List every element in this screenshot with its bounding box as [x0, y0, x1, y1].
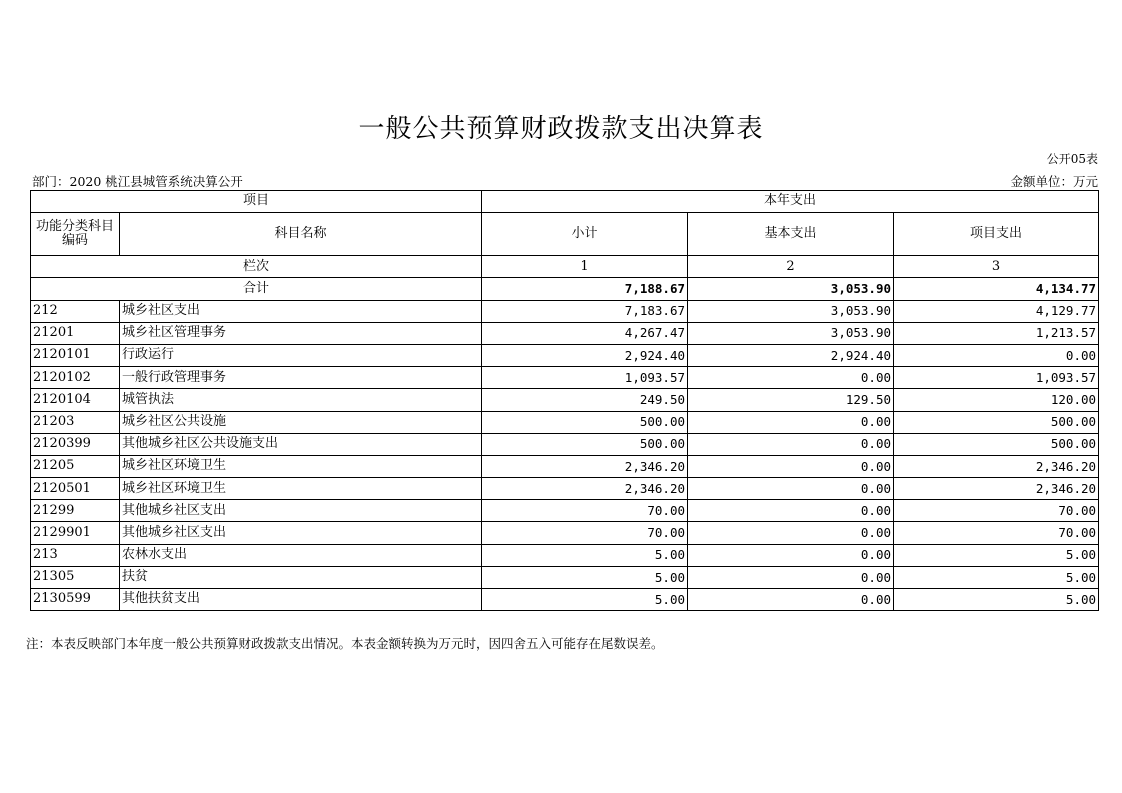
- row-subtotal: 500.00: [482, 411, 688, 433]
- row-subtotal: 2,346.20: [482, 478, 688, 500]
- row-basic: 0.00: [688, 367, 894, 389]
- row-code: 212: [31, 300, 120, 322]
- row-name: 一般行政管理事务: [120, 367, 482, 389]
- total-project: 4,134.77: [894, 278, 1099, 300]
- row-subtotal: 5.00: [482, 544, 688, 566]
- table-row: [31, 589, 1099, 611]
- table-row: [31, 411, 1099, 433]
- table-row: [31, 367, 1099, 389]
- row-name: 其他城乡社区公共设施支出: [120, 433, 482, 455]
- row-subtotal: 70.00: [482, 500, 688, 522]
- row-code: 213: [31, 544, 120, 566]
- column-index-2: 2: [688, 256, 894, 278]
- table-row: [31, 344, 1099, 366]
- row-code: 2130599: [31, 589, 120, 611]
- table-row: [31, 544, 1099, 566]
- row-subtotal: 249.50: [482, 389, 688, 411]
- row-code: 21305: [31, 566, 120, 588]
- row-code: 2120101: [31, 344, 120, 366]
- row-basic: 3,053.90: [688, 300, 894, 322]
- row-project: 500.00: [894, 433, 1099, 455]
- row-name: 其他扶贫支出: [120, 589, 482, 611]
- row-name: 农林水支出: [120, 544, 482, 566]
- table-row: [31, 300, 1099, 322]
- row-name: 城乡社区环境卫生: [120, 455, 482, 477]
- row-subtotal: 7,183.67: [482, 300, 688, 322]
- total-subtotal: 7,188.67: [482, 278, 688, 300]
- row-name: 扶贫: [120, 566, 482, 588]
- row-project: 1,093.57: [894, 367, 1099, 389]
- row-basic: 0.00: [688, 478, 894, 500]
- row-name: 城管执法: [120, 389, 482, 411]
- row-project: 5.00: [894, 589, 1099, 611]
- table-row: [31, 322, 1099, 344]
- column-index-3: 3: [894, 256, 1099, 278]
- column-index-row: [31, 256, 1099, 278]
- row-basic: 0.00: [688, 411, 894, 433]
- row-code: 2120104: [31, 389, 120, 411]
- table-row: [31, 500, 1099, 522]
- header-code: 功能分类科目编码: [31, 213, 120, 256]
- row-subtotal: 500.00: [482, 433, 688, 455]
- row-name: 城乡社区公共设施: [120, 411, 482, 433]
- table-row: [31, 522, 1099, 544]
- header-basic: 基本支出: [688, 213, 894, 256]
- table-row: [31, 566, 1099, 588]
- total-basic: 3,053.90: [688, 278, 894, 300]
- row-basic: 0.00: [688, 455, 894, 477]
- column-index-1: 1: [482, 256, 688, 278]
- row-project: 70.00: [894, 522, 1099, 544]
- unit-label: 金额单位：万元: [1010, 174, 1098, 189]
- row-code: 21205: [31, 455, 120, 477]
- row-basic: 0.00: [688, 544, 894, 566]
- row-basic: 2,924.40: [688, 344, 894, 366]
- header-current-year: 本年支出: [482, 191, 1099, 213]
- row-name: 城乡社区环境卫生: [120, 478, 482, 500]
- form-number: 公开05表: [1046, 152, 1098, 166]
- header-row-2: [31, 213, 1099, 256]
- header-subtotal: 小计: [482, 213, 688, 256]
- row-basic: 0.00: [688, 566, 894, 588]
- footnote: 注：本表反映部门本年度一般公共预算财政拨款支出情况。本表金额转换为万元时，因四舍五入可能存在尾数误差。: [26, 636, 664, 651]
- row-name: 城乡社区支出: [120, 300, 482, 322]
- row-project: 2,346.20: [894, 478, 1099, 500]
- row-code: 2129901: [31, 522, 120, 544]
- row-code: 2120399: [31, 433, 120, 455]
- header-row-1: [31, 191, 1099, 213]
- row-subtotal: 5.00: [482, 589, 688, 611]
- table-row: [31, 389, 1099, 411]
- row-code: 21203: [31, 411, 120, 433]
- row-code: 21201: [31, 322, 120, 344]
- row-basic: 0.00: [688, 522, 894, 544]
- header-project: 项目: [31, 191, 482, 213]
- row-basic: 3,053.90: [688, 322, 894, 344]
- row-project: 5.00: [894, 544, 1099, 566]
- total-row: [31, 278, 1099, 300]
- row-subtotal: 5.00: [482, 566, 688, 588]
- row-subtotal: 70.00: [482, 522, 688, 544]
- row-basic: 129.50: [688, 389, 894, 411]
- header-name: 科目名称: [120, 213, 482, 256]
- row-code: 2120102: [31, 367, 120, 389]
- row-name: 其他城乡社区支出: [120, 500, 482, 522]
- row-code: 2120501: [31, 478, 120, 500]
- row-project: 70.00: [894, 500, 1099, 522]
- row-subtotal: 1,093.57: [482, 367, 688, 389]
- row-basic: 0.00: [688, 433, 894, 455]
- row-basic: 0.00: [688, 589, 894, 611]
- row-project: 2,346.20: [894, 455, 1099, 477]
- row-project: 4,129.77: [894, 300, 1099, 322]
- column-index-label: 栏次: [31, 256, 482, 278]
- row-name: 其他城乡社区支出: [120, 522, 482, 544]
- row-name: 城乡社区管理事务: [120, 322, 482, 344]
- row-basic: 0.00: [688, 500, 894, 522]
- row-project: 5.00: [894, 566, 1099, 588]
- table-row: [31, 478, 1099, 500]
- table-row: [31, 433, 1099, 455]
- department-label: 部门：2020 桃江县城管系统决算公开: [32, 174, 243, 189]
- row-project: 500.00: [894, 411, 1099, 433]
- header-project-expense: 项目支出: [894, 213, 1099, 256]
- row-project: 1,213.57: [894, 322, 1099, 344]
- row-subtotal: 2,346.20: [482, 455, 688, 477]
- row-subtotal: 2,924.40: [482, 344, 688, 366]
- table-row: [31, 455, 1099, 477]
- row-code: 21299: [31, 500, 120, 522]
- expenditure-table: [30, 190, 1099, 611]
- row-project: 0.00: [894, 344, 1099, 366]
- total-label: 合计: [31, 278, 482, 300]
- row-project: 120.00: [894, 389, 1099, 411]
- row-subtotal: 4,267.47: [482, 322, 688, 344]
- page-title: 一般公共预算财政拨款支出决算表: [358, 114, 764, 144]
- row-name: 行政运行: [120, 344, 482, 366]
